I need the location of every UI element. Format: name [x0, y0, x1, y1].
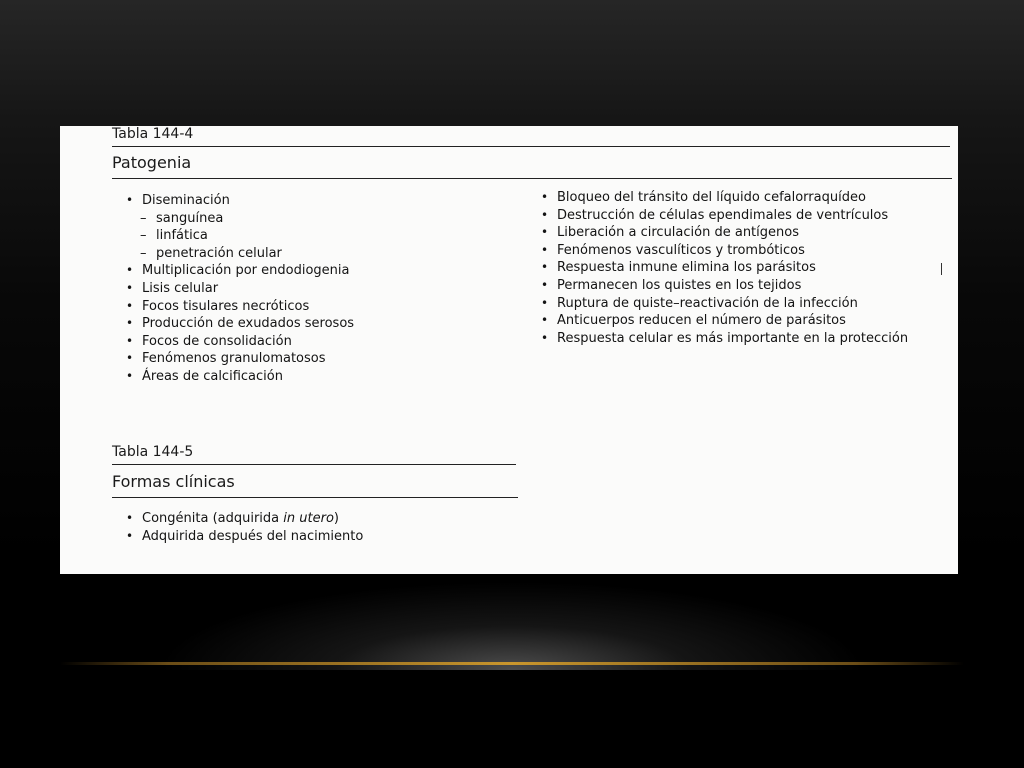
- italic-text: in utero: [283, 511, 334, 526]
- bullet-marker: •: [541, 260, 549, 275]
- list-item-text: Destrucción de células ependimales de ventrículos: [557, 207, 889, 223]
- list-item-text: Congénita (adquirida: [142, 511, 284, 526]
- list-item-text: Bloqueo del tránsito del líquido cefalorraquídeo: [557, 190, 866, 205]
- list-item: [126, 262, 354, 280]
- list-item-text: Permanecen los quistes en los tejidos: [557, 277, 802, 293]
- bullet-marker: •: [126, 193, 134, 207]
- scanned-document: [60, 126, 958, 574]
- bullet-marker: •: [126, 351, 134, 366]
- table-144-5-title: Formas clínicas: [112, 472, 235, 491]
- list-item: [126, 350, 354, 368]
- bullet-marker: •: [126, 280, 134, 295]
- list-item: [541, 277, 908, 295]
- list-item-text: Fenómenos granulomatosos: [142, 351, 326, 367]
- list-item: [541, 312, 908, 330]
- bullet-marker: •: [126, 316, 134, 331]
- list-item-text: sanguínea: [156, 210, 224, 226]
- list-item-text: linfática: [156, 228, 208, 244]
- gold-divider-line: [60, 662, 964, 665]
- list-item-text: Focos de consolidación: [142, 333, 292, 349]
- list-item: [541, 207, 908, 225]
- list-item-text: Respuesta inmune elimina los parásitos: [557, 260, 816, 276]
- table-144-5-label: Tabla 144-5: [112, 444, 194, 460]
- list-item: [541, 295, 908, 313]
- list-item-text: Producción de exudados serosos: [142, 316, 355, 332]
- list-item-text: Diseminación: [142, 193, 230, 208]
- patogenia-left-list: [126, 192, 354, 386]
- bullet-marker: •: [541, 330, 549, 345]
- dash-marker: –: [140, 245, 147, 261]
- list-item: [126, 298, 354, 316]
- list-subitem: [126, 210, 354, 228]
- table-144-5-header-rule: [112, 497, 518, 498]
- bullet-marker: •: [126, 333, 134, 348]
- bullet-marker: •: [126, 263, 134, 278]
- list-item: [541, 242, 908, 260]
- list-item: [126, 510, 363, 528]
- bullet-marker: •: [126, 528, 134, 543]
- bottom-glow: [112, 560, 912, 670]
- bullet-marker: •: [541, 313, 549, 328]
- bullet-marker: •: [126, 368, 134, 383]
- list-item-text: Fenómenos vasculíticos y trombóticos: [557, 242, 805, 258]
- scan-mark: [941, 263, 942, 275]
- bullet-marker: •: [126, 298, 134, 313]
- list-item-text: Focos tisulares necróticos: [142, 298, 310, 314]
- list-item: [541, 189, 908, 207]
- list-item-text: Respuesta celular es más importante en la protección: [557, 330, 909, 346]
- list-item-text-suffix: ): [333, 511, 339, 526]
- list-item-text: Ruptura de quiste–reactivación de la infección: [557, 295, 858, 311]
- list-item-text: Anticuerpos reducen el número de parásitos: [557, 313, 846, 329]
- list-item-text: Multiplicación por endodiogenia: [142, 263, 350, 279]
- table-144-4-top-rule: [112, 146, 950, 147]
- list-item-text: Áreas de calcificación: [142, 368, 283, 384]
- list-item: [126, 315, 354, 333]
- table-144-4-header-rule: [112, 178, 952, 179]
- dash-marker: –: [140, 228, 147, 244]
- list-item-text: Lisis celular: [142, 280, 219, 296]
- list-item-text: Liberación a circulación de antígenos: [557, 225, 799, 241]
- list-item: [541, 224, 908, 242]
- list-item-text: Adquirida después del nacimiento: [142, 528, 364, 544]
- bullet-marker: •: [541, 277, 549, 292]
- table-144-4-label: Tabla 144-4: [112, 126, 194, 142]
- bullet-marker: •: [126, 511, 134, 525]
- list-subitem: [126, 245, 354, 263]
- patogenia-right-list: [541, 189, 908, 347]
- list-item: [126, 333, 354, 351]
- list-item: [126, 280, 354, 298]
- bullet-marker: •: [541, 207, 549, 222]
- list-item: [126, 368, 354, 386]
- bullet-marker: •: [541, 242, 549, 257]
- list-item: [541, 330, 908, 348]
- bullet-marker: •: [541, 190, 549, 204]
- formas-clinicas-list: [126, 510, 363, 545]
- list-item: [126, 192, 354, 210]
- list-subitem: [126, 227, 354, 245]
- list-item-text: penetración celular: [156, 245, 282, 261]
- bullet-marker: •: [541, 295, 549, 310]
- list-item: [126, 528, 363, 546]
- list-item: [541, 259, 908, 277]
- bullet-marker: •: [541, 225, 549, 240]
- table-144-5-top-rule: [112, 464, 516, 465]
- table-144-4-title: Patogenia: [112, 153, 192, 172]
- dash-marker: –: [140, 210, 147, 226]
